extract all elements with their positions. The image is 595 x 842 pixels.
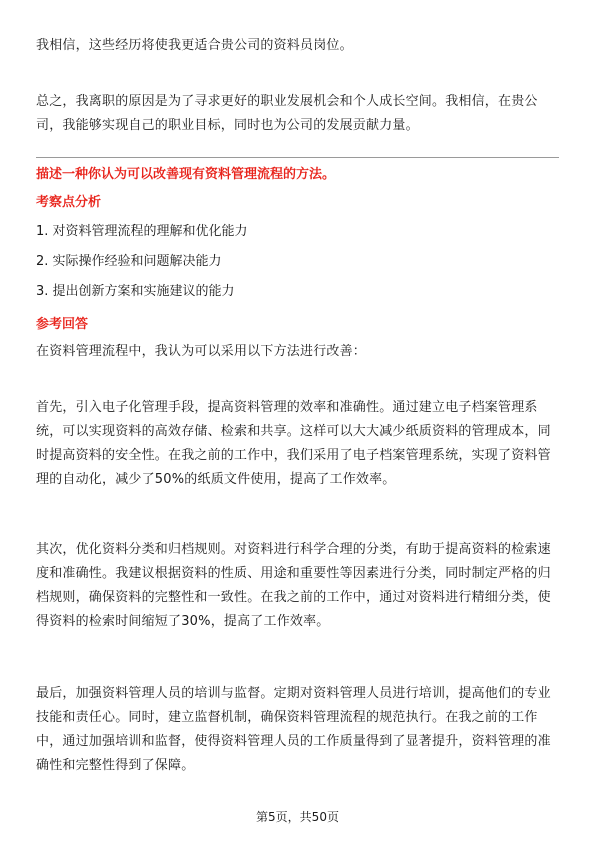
answer-paragraph: 首先，引入电子化管理手段，提高资料管理的效率和准确性。通过建立电子档案管理系统，可以实现资料的高效存储、检索和共享。这样可以大大减少纸质资料的管理成本，同时提高资料的安全性。在我之前的工作中，我们采用了电子档案管理系统，实现了资料管理的自动化，减少了50%的纸质文件使用，提高了工作效率。 <box>36 400 551 487</box>
answer-paragraph: 最后，加强资料管理人员的培训与监督。定期对资料管理人员进行培训，提高他们的专业技能和责任心。同时，建立监督机制，确保资料管理流程的规范执行。在我之前的工作中，通过加强培训和监督，使得资料管理人员的工作质量得到了显著提升，资料管理的准确性和完整性得到了保障。 <box>36 686 551 773</box>
page-number: 第5页，共50页 <box>256 810 339 824</box>
answer-paragraph: 其次，优化资料分类和归档规则。对资料进行科学合理的分类，有助于提高资料的检索速度和准确性。我建议根据资料的性质、用途和重要性等因素进行分类，同时制定严格的归档规则，确保资料的完整性和一致性。在我之前的工作中，通过对资料进行精细分类，使得资料的检索时间缩短了30%，提高了工作效率。 <box>36 542 551 629</box>
analysis-item: 3. 提出创新方案和实施建议的能力 <box>36 284 235 299</box>
intro-paragraph: 我相信，这些经历将使我更适合贵公司的资料员岗位。 <box>36 38 353 53</box>
intro-paragraph: 总之，我离职的原因是为了寻求更好的职业发展机会和个人成长空间。我相信，在贵公司，我能够实现自己的职业目标，同时也为公司的发展贡献力量。 <box>36 94 538 133</box>
question-title: 描述一种你认为可以改善现有资料管理流程的方法。 <box>36 167 336 182</box>
section-divider <box>36 157 559 158</box>
analysis-heading: 考察点分析 <box>36 195 102 210</box>
answer-paragraph: 在资料管理流程中，我认为可以采用以下方法进行改善： <box>36 344 367 359</box>
answer-heading: 参考回答 <box>36 317 89 332</box>
analysis-item: 1. 对资料管理流程的理解和优化能力 <box>36 224 248 239</box>
analysis-item: 2. 实际操作经验和问题解决能力 <box>36 254 222 269</box>
